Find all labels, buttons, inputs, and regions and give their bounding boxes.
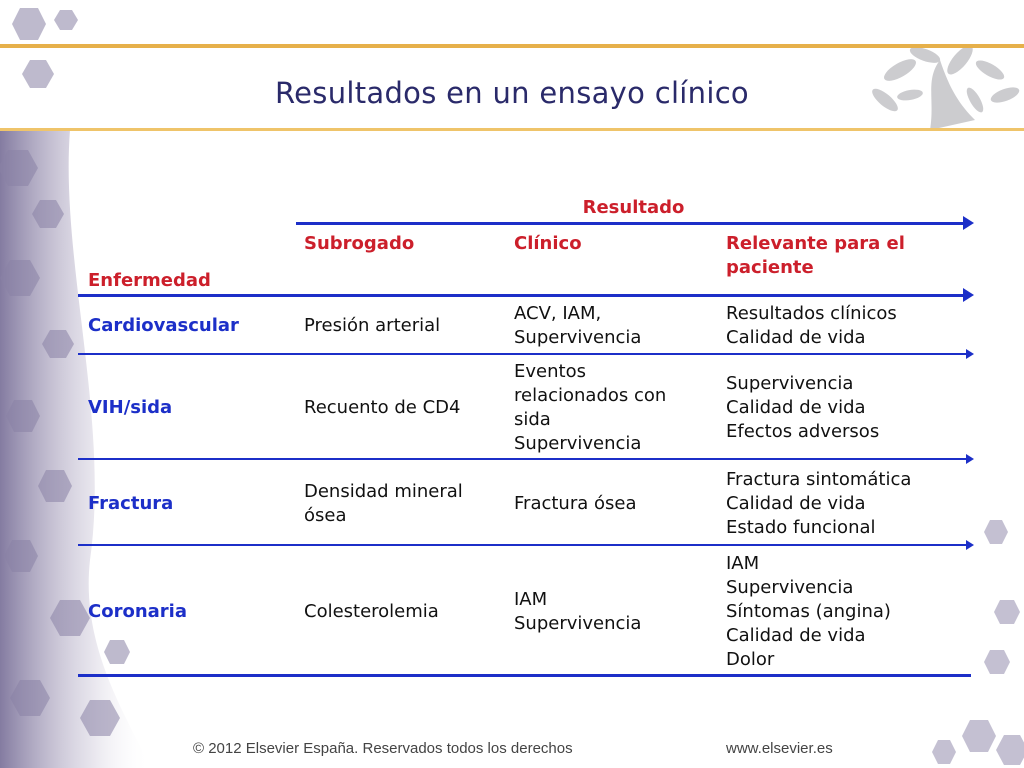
header-disease: Enfermedad [88, 270, 211, 291]
row-clinical: IAM Supervivencia [514, 589, 642, 634]
row-disease: VIH/sida [88, 397, 173, 418]
top-gold-rule [0, 44, 1024, 48]
header-clinical: Clínico [514, 233, 582, 254]
row-surrogate: Colesterolemia [304, 601, 439, 622]
result-group-header: Resultado [582, 197, 685, 218]
slide-title: Resultados en un ensayo clínico [275, 76, 749, 110]
row-relevant: IAM Supervivencia Síntomas (angina) Calidad de vida Dolor [726, 553, 891, 670]
row-divider-arrow [78, 458, 971, 460]
header-surrogate: Subrogado [304, 233, 415, 254]
row-disease: Fractura [88, 493, 174, 514]
row-disease: Cardiovascular [88, 315, 239, 336]
footer-copyright: © 2012 Elsevier España. Reservados todos los derechos [193, 740, 573, 757]
title-gold-rule [0, 128, 1024, 131]
row-surrogate: Recuento de CD4 [304, 397, 461, 418]
row-surrogate: Presión arterial [304, 315, 441, 336]
footer-url: www.elsevier.es [726, 740, 833, 757]
row-disease: Coronaria [88, 601, 187, 622]
row-clinical: Fractura ósea [514, 493, 637, 514]
row-relevant: Supervivencia Calidad de vida Efectos adversos [726, 373, 880, 442]
row-divider-arrow [78, 353, 971, 355]
row-surrogate: Densidad mineral ósea [304, 481, 463, 526]
row-divider-arrow [78, 544, 971, 546]
header-divider-arrow [78, 294, 971, 297]
row-relevant: Fractura sintomática Calidad de vida Estado funcional [726, 469, 912, 538]
row-clinical: Eventos relacionados con sida Supervivencia [514, 361, 667, 454]
row-relevant: Resultados clínicos Calidad de vida [726, 303, 897, 348]
table-bottom-rule [78, 674, 971, 677]
header-relevant: Relevante para el paciente [726, 233, 905, 278]
result-header-arrow [296, 222, 971, 225]
row-clinical: ACV, IAM, Supervivencia [514, 303, 642, 348]
